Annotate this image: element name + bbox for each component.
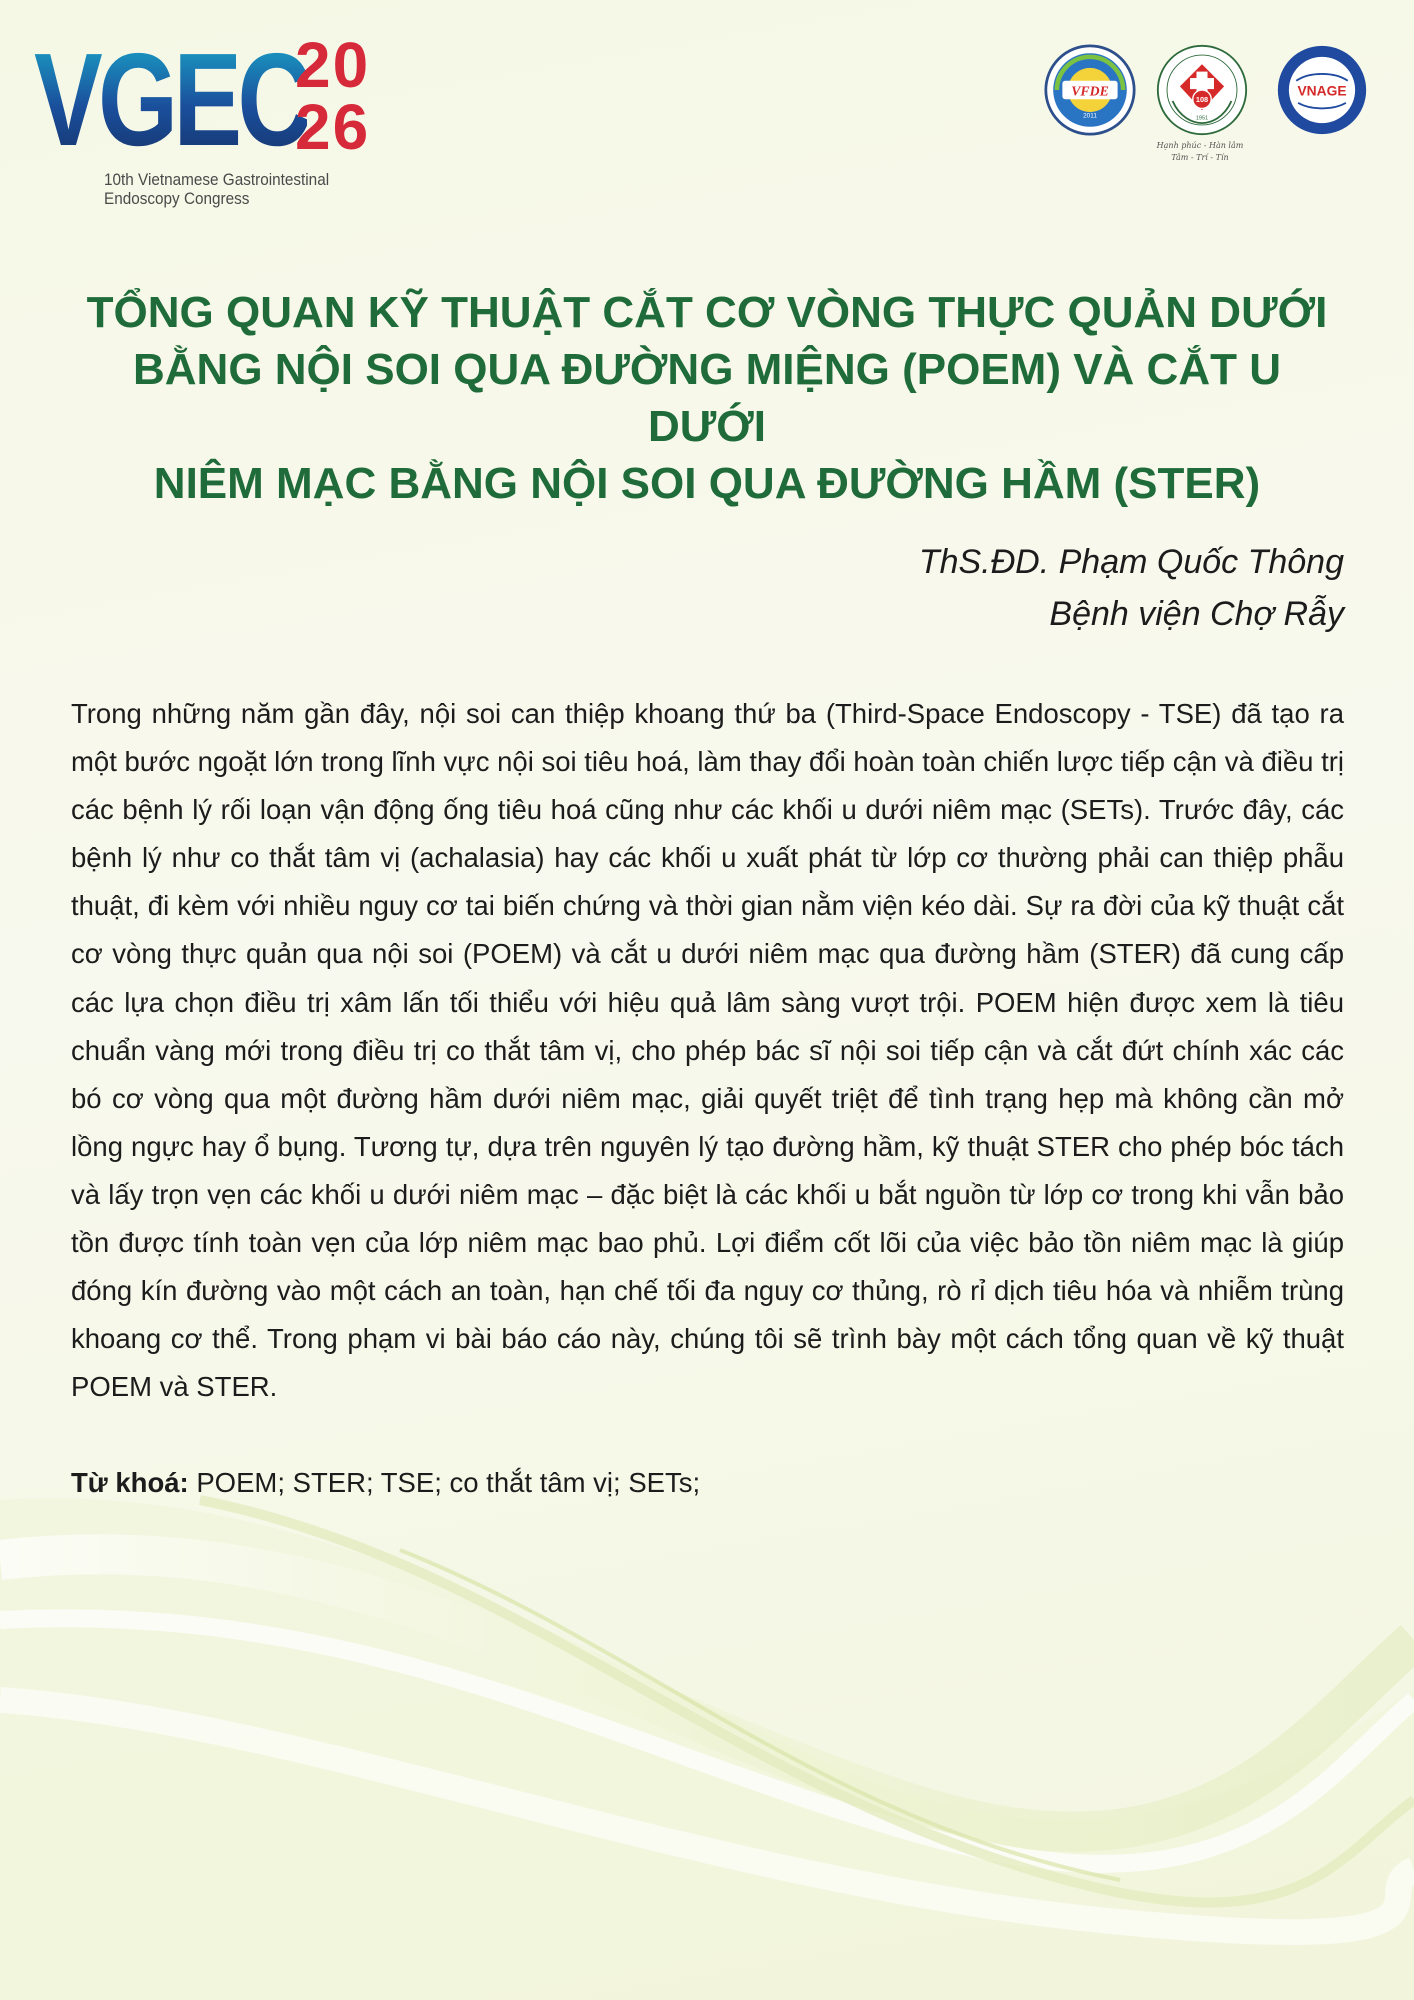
logo-subtitle-line1: 10th Vietnamese Gastrointestinal — [104, 170, 330, 189]
vfde-seal — [1044, 44, 1136, 136]
author-affiliation: Bệnh viện Chợ Rẫy — [1049, 595, 1344, 633]
title-line3: NIÊM MẠC BẰNG NỘI SOI QUA ĐƯỜNG HẦM (STER) — [153, 459, 1261, 508]
author-name: ThS.ĐD. Phạm Quốc Thông — [918, 543, 1344, 581]
logo-word: VGEC — [34, 26, 308, 173]
hospital-motto — [1140, 140, 1260, 164]
abstract-paragraph: Trong những năm gần đây, nội soi can thiệp khoang thứ ba (Third-Space Endoscopy - TSE) đã tạo ra một bước ngoặt lớn trong lĩnh vực nội soi tiêu hoá, làm thay đổi hoàn toàn chiến lược tiếp cận và điều trị các bệnh lý rối loạn vận động ống tiêu hoá cũng như các khối u dưới niêm mạc (SETs). Trước đây, các bệnh lý như co thắt tâm vị (achalasia) hay các khối u xuất phát từ lớp cơ thường phải can thiệp phẫu thuật, đi kèm với nhiều nguy cơ tai biến chứng và thời gian nằm viện kéo dài. Sự ra đời của kỹ thuật cắt cơ vòng thực quản qua nội soi (POEM) và cắt u dưới niêm mạc qua đường hầm (STER) đã cung cấp các lựa chọn điều trị xâm lấn tối thiểu với hiệu quả lâm sàng vượt trội. POEM hiện được xem là tiêu chuẩn vàng mới trong điều trị co thắt tâm vị, cho phép bác sĩ nội soi tiếp cận và cắt đứt chính xác các bó cơ vòng qua một đường hầm dưới niêm mạc, giải quyết triệt để tình trạng hẹp mà không cần mở lồng ngực hay ổ bụng. Tương tự, dựa trên nguyên lý tạo đường hầm, kỹ thuật STER cho phép bóc tách và lấy trọn vẹn các khối u dưới niêm mạc – đặc biệt là các khối u bắt nguồn từ lớp cơ trong khi vẫn bảo tồn được tính toàn vẹn của lớp niêm mạc bao phủ. Lợi điểm cốt lõi của việc bảo tồn niêm mạc là giúp đóng kín đường vào một cách an toàn, hạn chế tối đa nguy cơ thủng, rò rỉ dịch tiêu hóa và nhiễm trùng khoang cơ thể. Trong phạm vi bài báo cáo này, chúng tôi sẽ trình bày một cách tổng quan về kỹ thuật POEM và STER. — [71, 698, 1344, 1403]
logo-subtitle — [104, 170, 329, 208]
logo-year-top: 20 — [295, 29, 371, 101]
keywords-label: Từ khoá: — [71, 1467, 189, 1498]
title-line2: BẰNG NỘI SOI QUA ĐƯỜNG MIỆNG (POEM) VÀ CẮT U DƯỚI — [133, 345, 1281, 451]
title-line1: TỔNG QUAN KỸ THUẬT CẮT CƠ VÒNG THỰC QUẢN DƯỚI — [86, 288, 1328, 337]
keywords-line — [71, 1459, 1344, 1507]
keywords-value: POEM; STER; TSE; co thắt tâm vị; SETs; — [196, 1467, 701, 1498]
document-title — [70, 284, 1344, 512]
hospital-108-seal — [1156, 44, 1248, 136]
hospital-year: 1951 — [1195, 115, 1209, 122]
logo-year-bottom: 26 — [295, 91, 371, 163]
logo-year — [295, 29, 415, 163]
author-block — [644, 536, 1344, 640]
vnage-seal — [1276, 44, 1368, 136]
hospital-number: 108 — [1195, 94, 1209, 104]
logo-subtitle-line2: Endoscopy Congress — [104, 189, 250, 208]
motto-line1: Hạnh phúc - Hàn lâm — [1156, 141, 1244, 150]
vnage-name: VNAGE — [1297, 83, 1347, 99]
motto-line2: Tâm - Trí - Tín — [1171, 153, 1229, 162]
vfde-year: 2011 — [1083, 112, 1097, 120]
vfde-name: VFDE — [1071, 83, 1109, 99]
vgec-logo — [32, 26, 412, 220]
